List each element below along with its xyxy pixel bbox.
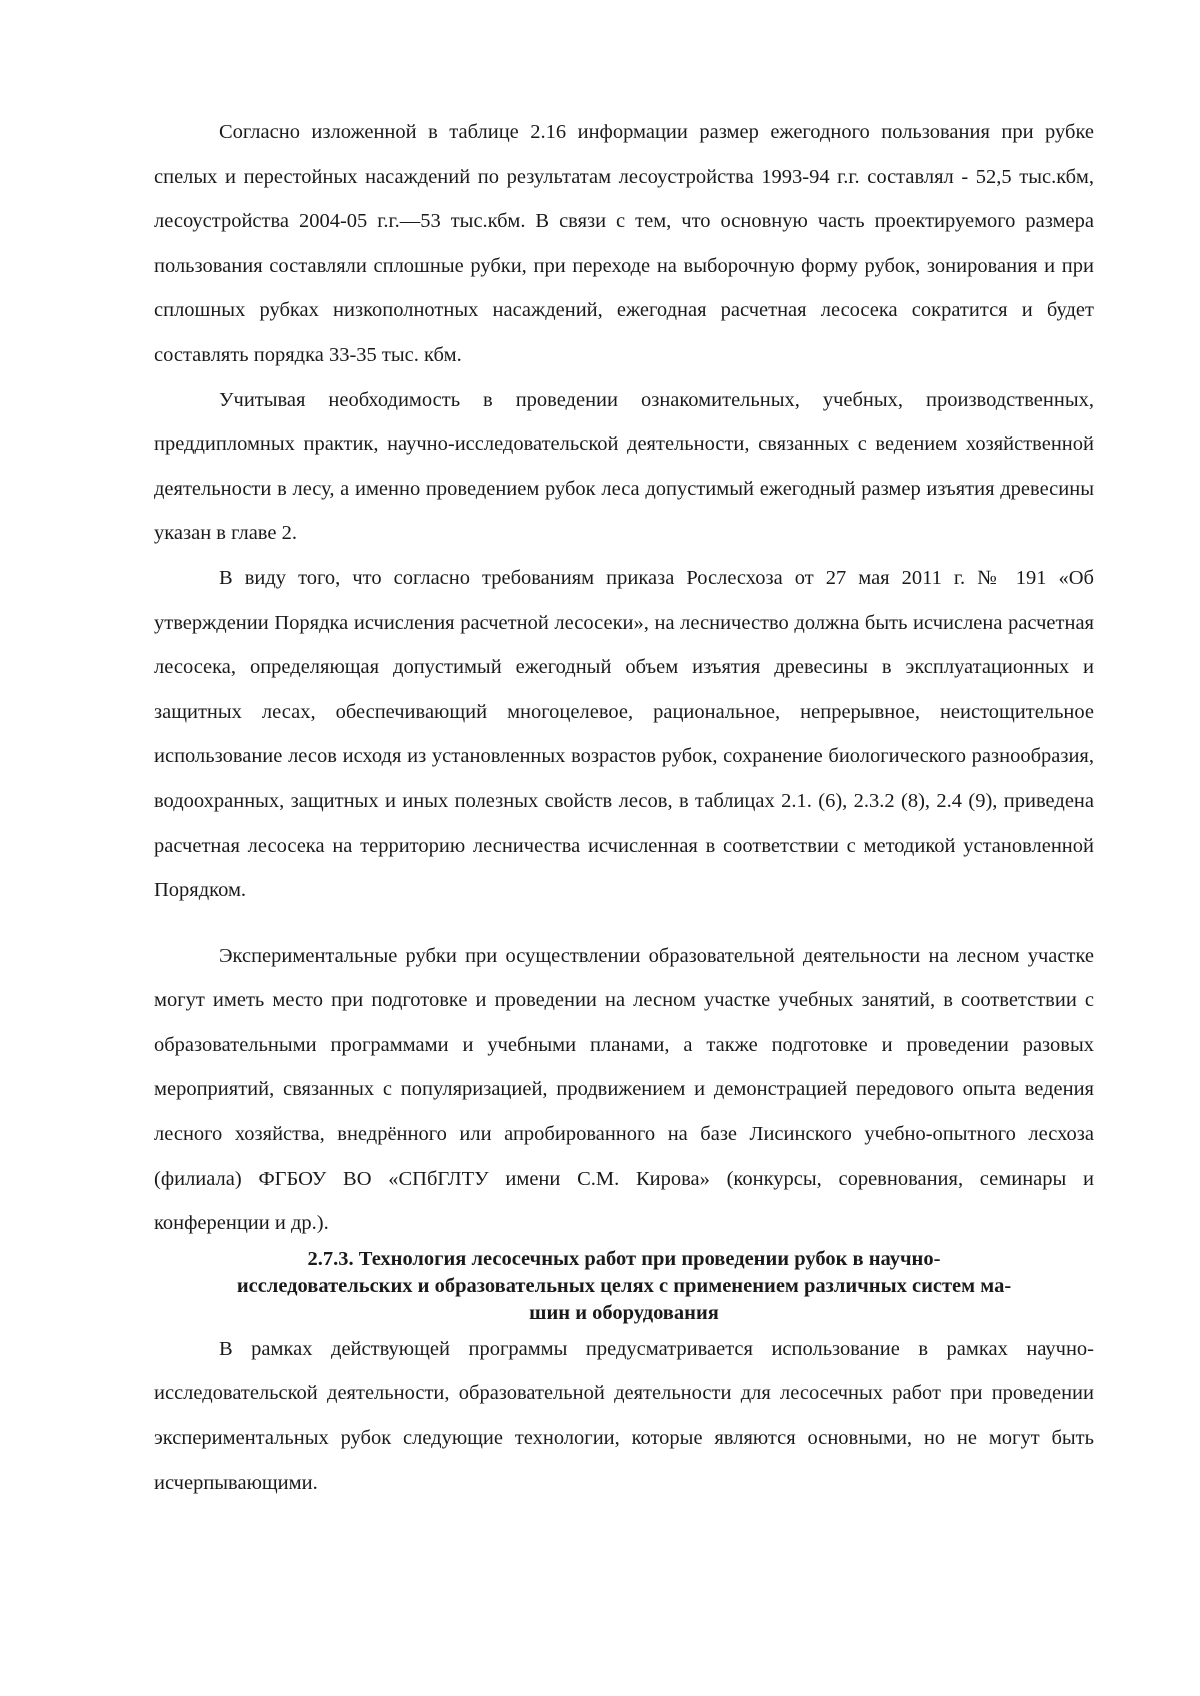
section-heading-line-1: 2.7.3. Технология лесосечных работ при проведении рубок в научно-: [307, 1247, 941, 1270]
paragraph-technologies: В рамках действующей программы предусматривается использование в рамках научно-исследовательской деятельности, образовательной деятельности для лесосечных работ при проведении экспериментальных рубок следующие технологии, которые являются основными, но не могут быть исчерпывающими.: [154, 1337, 1094, 1494]
section-heading: [154, 1246, 1094, 1327]
paragraph-order-191: В виду того, что согласно требованиям приказа Рослесхоза от 27 мая 2011 г. № 191 «Об утверждении Порядка исчисления расчетной лесосеки», на лесничество должна быть исчислена расчетная лесосека, определяющая допустимый ежегодный объем изъятия древесины в эксплуатационных и защитных лесах, обеспечивающий многоцелевое, рациональное, непрерывное, неистощительное использование лесов исходя из установленных возрастов рубок, сохранение биологического разнообразия, водоохранных, защитных и иных полезных свойств лесов, в таблицах 2.1. (6), 2.3.2 (8), 2.4 (9), приведена расчетная лесосека на территорию лесничества исчисленная в соответствии с методикой установленной Порядком.: [154, 566, 1094, 902]
document-page: [154, 110, 1094, 1505]
section-heading-line-3: шин и оборудования: [529, 1301, 719, 1324]
paragraph-practices: Учитывая необходимость в проведении ознакомительных, учебных, производственных, преддипломных практик, научно-исследовательской деятельности, связанных с ведением хозяйственной деятельности в лесу, а именно проведением рубок леса допустимый ежегодный размер изъятия древесины указан в главе 2.: [154, 388, 1094, 545]
paragraph-experimental-cuttings: Экспериментальные рубки при осуществлении образовательной деятельности на лесном участке могут иметь место при подготовке и проведении на лесном участке учебных занятий, в соответствии с образовательными программами и учебными планами, а также подготовке и проведении разовых мероприятий, связанных с популяризацией, продвижением и демонстрацией передового опыта ведения лесного хозяйства, внедрённого или апробированного на базе Лисинского учебно-опытного лесхоза (филиала) ФГБОУ ВО «СПбГЛТУ имени С.М. Кирова» (конкурсы, соревнования, семинары и конференции и др.).: [154, 944, 1094, 1235]
paragraph-cutting-volume: Согласно изложенной в таблице 2.16 информации размер ежегодного пользования при рубке спелых и перестойных насаждений по результатам лесоустройства 1993-94 г.г. составлял - 52,5 тыс.кбм, лесоустройства 2004-05 г.г.—53 тыс.кбм. В связи с тем, что основную часть проектируемого размера пользования составляли сплошные рубки, при переходе на выборочную форму рубок, зонирования и при сплошных рубках низкополнотных насаждений, ежегодная расчетная лесосека сократится и будет составлять порядка 33-35 тыс. кбм.: [154, 121, 1094, 366]
section-heading-line-2: исследовательских и образовательных целях с применением различных систем ма-: [236, 1274, 1012, 1297]
